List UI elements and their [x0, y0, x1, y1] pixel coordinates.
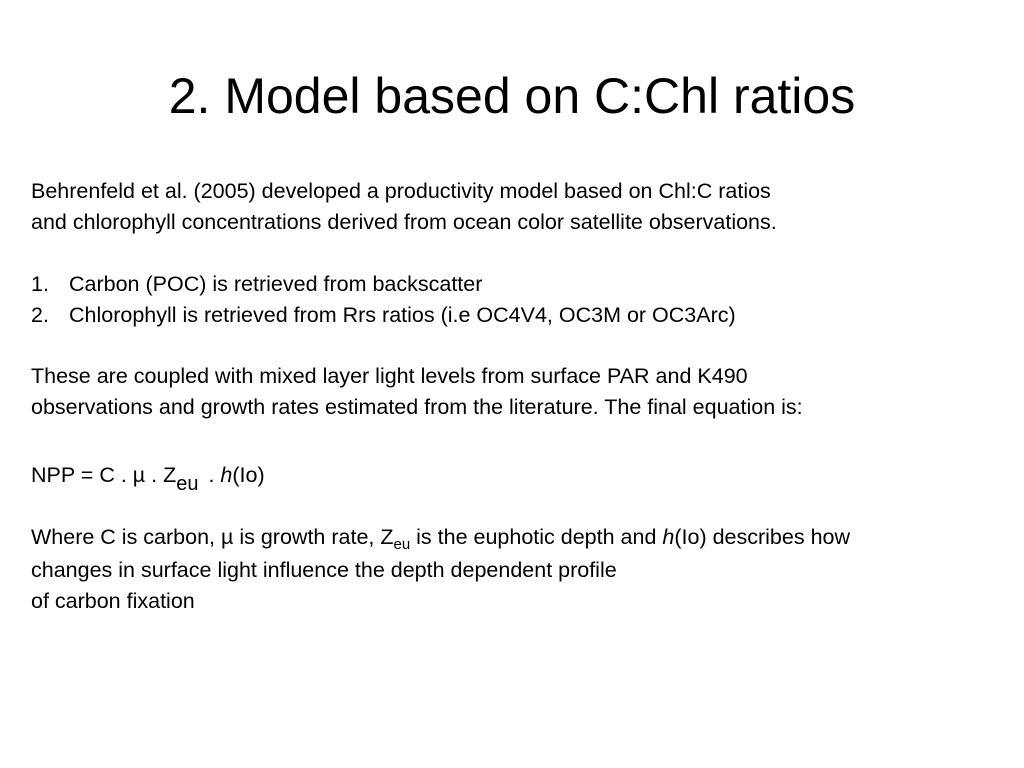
list-item	[31, 300, 1021, 331]
spacer	[31, 238, 1021, 269]
slide-title: 2. Model based on C:Chl ratios	[168, 68, 856, 124]
equation-suffix: (Io)	[232, 463, 265, 487]
where-line-1	[31, 522, 1021, 555]
equation-prefix: NPP = C . µ . Z	[31, 463, 177, 487]
where-part-3: (Io) describes how	[674, 525, 851, 549]
list-item	[31, 269, 1021, 300]
numbered-list	[31, 269, 1021, 331]
npp-equation	[31, 460, 1021, 495]
intro-line-1: Behrenfeld et al. (2005) developed a productivity model based on Chl:C ratios	[31, 179, 771, 203]
list-number: 2.	[31, 303, 49, 327]
coupling-line-2: observations and growth rates estimated from the literature. The final equation is:	[31, 395, 803, 419]
list-text: Carbon (POC) is retrieved from backscatter	[69, 272, 483, 296]
where-line-3: of carbon fixation	[31, 589, 195, 613]
spacer	[31, 331, 1021, 361]
where-part-1: Where C is carbon, µ is growth rate, Z	[31, 525, 394, 549]
list-number: 1.	[31, 272, 49, 296]
where-part-2: is the euphotic depth and	[410, 525, 663, 549]
intro-line-2: and chlorophyll concentrations derived from ocean color satellite observations.	[31, 210, 777, 234]
equation-h: h	[220, 463, 233, 487]
equation-dot: .	[208, 463, 215, 487]
spacer	[31, 492, 1021, 522]
where-h: h	[662, 525, 675, 549]
where-line-2: changes in surface light influence the depth dependent profile	[31, 558, 617, 582]
where-subscript: eu	[393, 536, 411, 553]
coupling-line-1: These are coupled with mixed layer light levels from surface PAR and K490	[31, 364, 748, 388]
spacer	[31, 423, 1021, 460]
slide-body	[31, 176, 1021, 617]
equation-subscript: eu	[176, 473, 199, 495]
list-text: Chlorophyll is retrieved from Rrs ratios (i.e OC4V4, OC3M or OC3Arc)	[69, 303, 736, 327]
